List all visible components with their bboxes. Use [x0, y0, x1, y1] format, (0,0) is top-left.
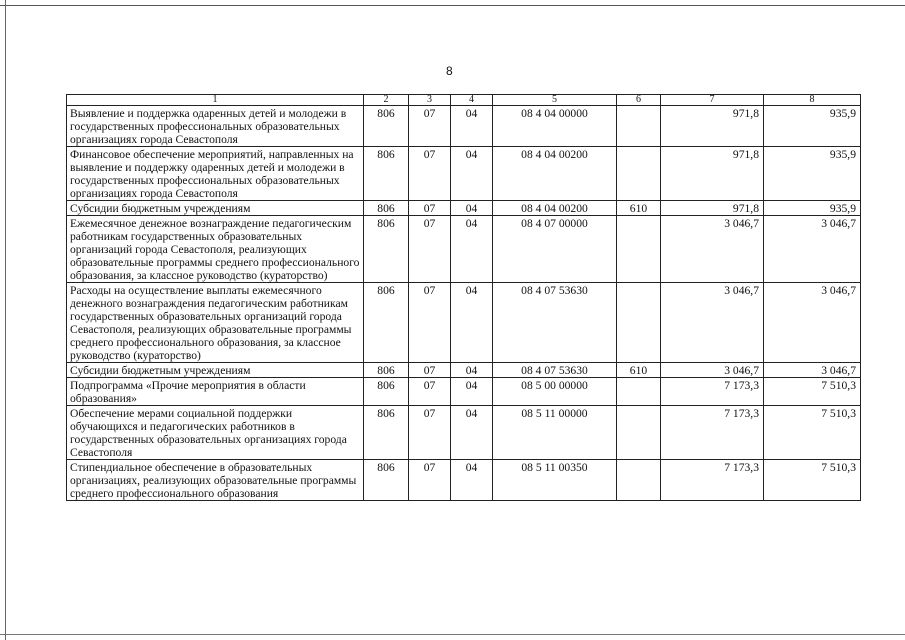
row-subsection-code: 04 — [451, 378, 493, 406]
row-name: Обеспечение мерами социальной поддержки обучающихся и педагогических работников в государственных образовательных организациях города Севастополя — [67, 406, 364, 460]
row-name: Стипендиальное обеспечение в образовательных организациях, реализующих образовательные программы среднего профессионального образования — [67, 460, 364, 501]
row-section-code: 07 — [409, 283, 451, 363]
row-section-code: 07 — [409, 363, 451, 378]
budget-table — [66, 94, 861, 501]
header-cell: 3 — [409, 95, 451, 106]
row-sum-year2: 935,9 — [764, 106, 861, 147]
row-expense-type — [617, 106, 661, 147]
header-cell: 6 — [617, 95, 661, 106]
row-subsection-code: 04 — [451, 363, 493, 378]
row-sum-year2: 3 046,7 — [764, 283, 861, 363]
table-row — [67, 201, 861, 216]
row-name: Подпрограмма «Прочие мероприятия в области образования» — [67, 378, 364, 406]
row-subsection-code: 04 — [451, 106, 493, 147]
row-ministry-code: 806 — [364, 201, 409, 216]
table-row — [67, 363, 861, 378]
table-row — [67, 406, 861, 460]
row-ministry-code: 806 — [364, 406, 409, 460]
row-expense-type: 610 — [617, 201, 661, 216]
table-row — [67, 216, 861, 283]
row-target-article: 08 4 07 53630 — [493, 363, 617, 378]
row-sum-year1: 3 046,7 — [661, 216, 764, 283]
row-sum-year1: 7 173,3 — [661, 406, 764, 460]
row-sum-year1: 971,8 — [661, 201, 764, 216]
row-subsection-code: 04 — [451, 147, 493, 201]
row-subsection-code: 04 — [451, 406, 493, 460]
row-name: Субсидии бюджетным учреждениям — [67, 201, 364, 216]
row-sum-year1: 7 173,3 — [661, 378, 764, 406]
row-name: Расходы на осуществление выплаты ежемесячного денежного вознаграждения педагогическим работникам государственных образовательных организаций города Севастополя, реализующих образовательные программы среднего профессионального образования, за классное руководство (кураторство) — [67, 283, 364, 363]
row-name: Финансовое обеспечение мероприятий, направленных на выявление и поддержку одаренных детей и молодежи в государственных профессиональных образовательных организациях города Севастополя — [67, 147, 364, 201]
row-subsection-code: 04 — [451, 201, 493, 216]
row-sum-year2: 3 046,7 — [764, 363, 861, 378]
row-sum-year1: 3 046,7 — [661, 363, 764, 378]
row-sum-year1: 971,8 — [661, 147, 764, 201]
row-ministry-code: 806 — [364, 147, 409, 201]
row-section-code: 07 — [409, 147, 451, 201]
row-target-article: 08 5 00 00000 — [493, 378, 617, 406]
header-cell: 4 — [451, 95, 493, 106]
page-border-top — [0, 5, 905, 6]
row-target-article: 08 4 04 00000 — [493, 106, 617, 147]
row-target-article: 08 4 07 53630 — [493, 283, 617, 363]
row-target-article: 08 4 04 00200 — [493, 147, 617, 201]
row-expense-type — [617, 283, 661, 363]
page-border-bottom — [0, 634, 905, 635]
row-section-code: 07 — [409, 216, 451, 283]
row-expense-type — [617, 147, 661, 201]
row-section-code: 07 — [409, 378, 451, 406]
row-sum-year1: 7 173,3 — [661, 460, 764, 501]
row-expense-type — [617, 378, 661, 406]
page-number: 8 — [446, 64, 453, 78]
row-expense-type — [617, 216, 661, 283]
row-sum-year2: 935,9 — [764, 147, 861, 201]
row-sum-year2: 7 510,3 — [764, 406, 861, 460]
row-ministry-code: 806 — [364, 378, 409, 406]
row-ministry-code: 806 — [364, 363, 409, 378]
row-expense-type — [617, 406, 661, 460]
row-section-code: 07 — [409, 406, 451, 460]
header-cell: 5 — [493, 95, 617, 106]
table-row — [67, 147, 861, 201]
row-ministry-code: 806 — [364, 283, 409, 363]
table-row — [67, 460, 861, 501]
row-expense-type — [617, 460, 661, 501]
header-cell: 1 — [67, 95, 364, 106]
row-subsection-code: 04 — [451, 283, 493, 363]
row-sum-year2: 7 510,3 — [764, 460, 861, 501]
table-row — [67, 283, 861, 363]
table-row — [67, 378, 861, 406]
header-cell: 8 — [764, 95, 861, 106]
row-name: Выявление и поддержка одаренных детей и молодежи в государственных профессиональных образовательных организациях города Севастополя — [67, 106, 364, 147]
row-target-article: 08 4 04 00200 — [493, 201, 617, 216]
row-ministry-code: 806 — [364, 216, 409, 283]
row-target-article: 08 5 11 00350 — [493, 460, 617, 501]
row-sum-year1: 971,8 — [661, 106, 764, 147]
row-sum-year2: 7 510,3 — [764, 378, 861, 406]
row-target-article: 08 4 07 00000 — [493, 216, 617, 283]
table-header-row — [67, 95, 861, 106]
row-name: Ежемесячное денежное вознаграждение педагогическим работникам государственных образовательных организаций города Севастополя, реализующих образовательные программы среднего профессионального образования, за классное руководство (кураторство) — [67, 216, 364, 283]
row-ministry-code: 806 — [364, 106, 409, 147]
row-sum-year1: 3 046,7 — [661, 283, 764, 363]
row-subsection-code: 04 — [451, 460, 493, 501]
row-sum-year2: 3 046,7 — [764, 216, 861, 283]
row-target-article: 08 5 11 00000 — [493, 406, 617, 460]
header-cell: 7 — [661, 95, 764, 106]
row-section-code: 07 — [409, 106, 451, 147]
row-name: Субсидии бюджетным учреждениям — [67, 363, 364, 378]
row-section-code: 07 — [409, 460, 451, 501]
header-cell: 2 — [364, 95, 409, 106]
page-border-left — [5, 0, 6, 640]
row-sum-year2: 935,9 — [764, 201, 861, 216]
row-section-code: 07 — [409, 201, 451, 216]
row-subsection-code: 04 — [451, 216, 493, 283]
row-ministry-code: 806 — [364, 460, 409, 501]
row-expense-type: 610 — [617, 363, 661, 378]
table-row — [67, 106, 861, 147]
